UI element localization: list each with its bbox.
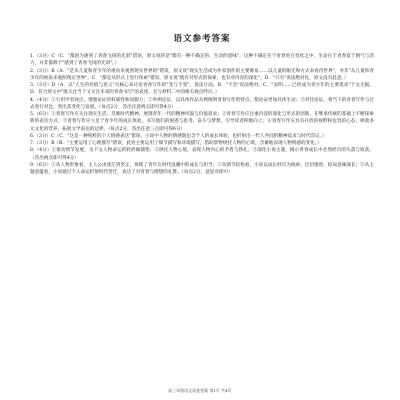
answer-paragraph-4: 4.（4分）①引用学者观点，增强论证的权威性和说服力；②举例论证，以具体作品为例阐明青春写作的特点，使论证更加具体生动；③对比论证，将当下的青春写作与过去进行对比，突出其变化与发展。（每点2分，答出任意两点即可得4分） — [30, 97, 374, 110]
answer-paragraph-6: 6.（3分）C（C．"这是一种纯粹的个人情感表达"错误，小说中人物的情感既包含个人的成长体验，也折射出一代人共同的精神追求与时代印记。） — [30, 133, 327, 139]
answer-paragraph-1: 1.（3分）C（C．"都因为感到了青春飞扬的光彩"错误，原文说的是"都有一种不确定的、生动的意味"，这种不确定在于青春处在变化之中，生动在于青春富于朝气与活力，并非都源于"感到了青春飞扬的光彩"。） — [30, 54, 374, 67]
answer-body — [30, 53, 374, 176]
answer-paragraph-9: 9.（6分）①从人物形象看，主人公由迷茫到坚定，体现了青年在时代浪潮中的成长与担当；②从情节结构看，小说以成长经历为线索，层层推进，结局意味深长；③从主题意蕴看，小说通过个人命运折射时代变迁，表达了对青春与理想的礼赞。（每点2分，意思对即可） — [30, 162, 374, 175]
answer-paragraph-3: 3.（3分）D（A．以"人生的价值与意义"为核心来讨论青春写作的"变与不变"，说法片面。B．"不会"说法绝对。C．"表明……已经成为青少年的主要追求"于文无据。D．符合原文中"既关注当下又关注未来的青春书写"的表述，且与材料二中的相关观点呼应。） — [30, 83, 374, 96]
answer-paragraph-2: 2.（3分）B（A．"是从儿童和青少年的视角来观照现实世界的"错误，原文说"现实生活成为作家创作的主要源泉……以儿童的眼光和方式来看待世界"，并非"从儿童和青少年的视角来观照现实世界"。C．"都是从形式上进行探索"错误，原文说"既有对形式的探索，也有对内容的深化"。D．"只有"说法绝对化，原文没有此意。） — [30, 68, 374, 81]
answer-paragraph-5: 5.（6分）①青春写作应关注现实生活，反映时代精神，展现青年一代的精神风貌与价值追求；②青春写作应注重内容的深化与形式的创新，在继承传统的基础上不断探索新的表达方式；③青春写作应立足于青少年的成长体验，书写他们的困惑与思考、奋斗与梦想，引导读者积极向上；④青春写作应具有开放的视野和包容的心态，吸收多元文化的营养，拓展文学表达的边界。（每点2分，答出任意三点即可得6分） — [30, 112, 374, 132]
document-title: 语文参考答案 — [173, 34, 231, 44]
answer-paragraph-7: 7.（3分）B（B．"主要运用了心理描写"错误，此处主要运用了细节描写和环境描写，借助景物烘托人物的心境，含蓄地表现人物情感的变化。） — [30, 141, 322, 146]
page-footer: 高三年级语文试卷答案 第1页 共4页 — [168, 388, 232, 393]
answer-paragraph-8: 8.（4分）①推动情节发展，为下文人物命运的转折做铺垫；②烘托人物心境，表现人物内心的矛盾与挣扎；③深化小说主题，揭示青春成长中必然经历的失落与收获。（答出两点即可得4分） — [30, 148, 374, 161]
